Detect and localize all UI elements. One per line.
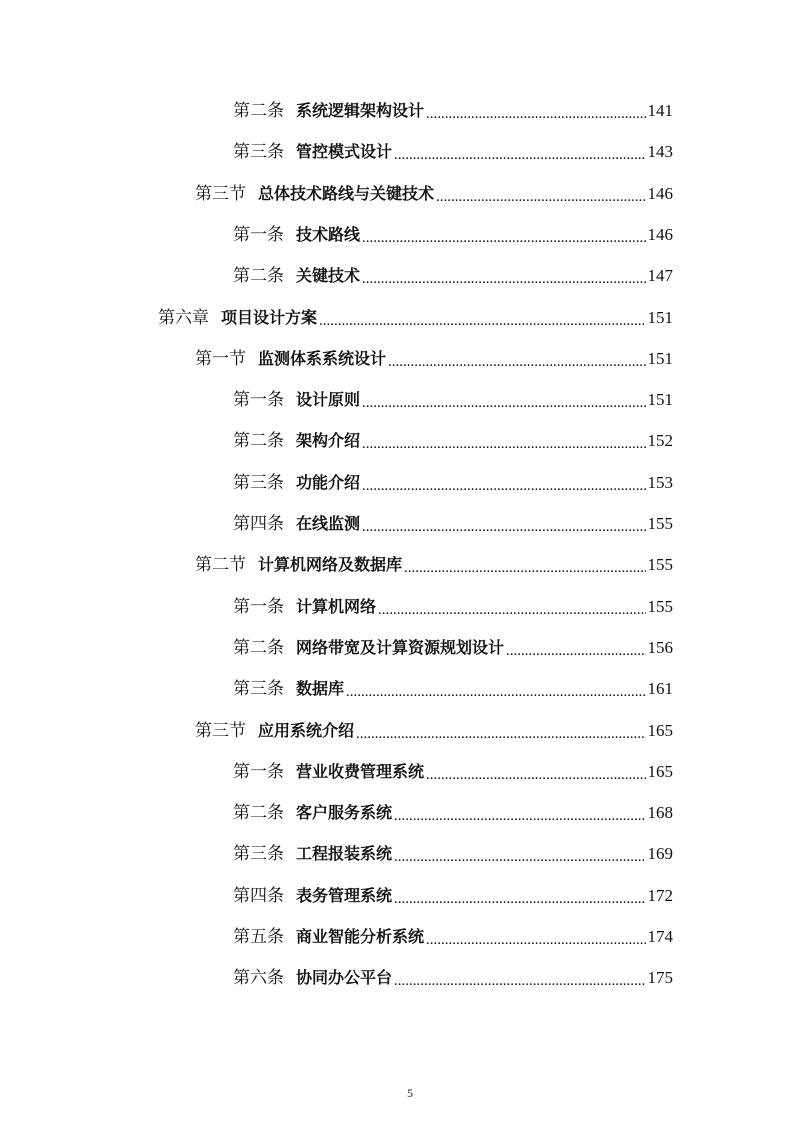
toc-entry-title: 功能介绍 (296, 473, 361, 492)
toc-dot-leader (404, 556, 645, 574)
toc-entry-page: 147 (647, 266, 673, 285)
toc-entry-number: 第三条 (233, 473, 284, 493)
toc-entry-title: 架构介绍 (296, 431, 361, 450)
toc-entry-page: 141 (647, 101, 673, 120)
toc-entry-title: 工程报装系统 (296, 844, 393, 863)
toc-entry-page: 155 (647, 597, 673, 616)
toc-entry-title: 营业收费管理系统 (296, 762, 425, 781)
toc-entry[interactable] (233, 131, 673, 163)
toc-entry-page: 165 (647, 762, 673, 781)
toc-entry[interactable] (195, 173, 673, 205)
toc-entry-number: 第三节 (195, 184, 246, 204)
toc-dot-leader (388, 350, 645, 368)
toc-entry[interactable] (233, 586, 673, 618)
toc-entry[interactable] (233, 462, 673, 494)
toc-entry-page: 151 (647, 308, 673, 327)
toc-entry[interactable] (195, 338, 673, 370)
toc-entry-title: 客户服务系统 (296, 803, 393, 822)
toc-entry-page: 152 (647, 431, 673, 450)
toc-entry-page: 168 (647, 803, 673, 822)
toc-entry[interactable] (195, 710, 673, 742)
toc-entry-page: 155 (647, 514, 673, 533)
toc-entry-number: 第五条 (233, 927, 284, 947)
toc-entry-number: 第一条 (233, 762, 284, 782)
toc-dot-leader (506, 639, 645, 657)
toc-entry-title: 管控模式设计 (296, 142, 393, 161)
toc-entry-number: 第二条 (233, 803, 284, 823)
toc-entry-page: 146 (647, 225, 673, 244)
toc-entry-page: 172 (647, 886, 673, 905)
toc-entry-title: 计算机网络及数据库 (258, 555, 403, 574)
toc-dot-leader (346, 680, 645, 698)
toc-entry-number: 第三条 (233, 142, 284, 162)
toc-entry-title: 计算机网络 (296, 597, 377, 616)
toc-entry-title: 设计原则 (296, 390, 361, 409)
toc-entry-number: 第四条 (233, 514, 284, 534)
toc-dot-leader (394, 143, 645, 161)
toc-dot-leader (426, 928, 645, 946)
toc-entry[interactable] (233, 833, 673, 865)
toc-dot-leader (362, 432, 645, 450)
toc-entry[interactable] (233, 875, 673, 907)
toc-entry-title: 监测体系系统设计 (258, 349, 387, 368)
toc-entry-number: 第二条 (233, 638, 284, 658)
toc-dot-leader (362, 226, 645, 244)
toc-entry-page: 151 (647, 390, 673, 409)
toc-entry-number: 第六条 (233, 968, 284, 988)
toc-dot-leader (378, 598, 645, 616)
toc-entry[interactable] (233, 792, 673, 824)
toc-entry-number: 第二节 (195, 555, 246, 575)
toc-entry-number: 第二条 (233, 266, 284, 286)
toc-dot-leader (362, 391, 645, 409)
toc-entry-title: 关键技术 (296, 266, 361, 285)
toc-dot-leader (436, 185, 645, 203)
toc-dot-leader (356, 722, 645, 740)
toc-entry-page: 165 (647, 721, 673, 740)
toc-entry[interactable] (233, 957, 673, 989)
toc-entry-title: 商业智能分析系统 (296, 927, 425, 946)
toc-dot-leader (362, 474, 645, 492)
toc-entry[interactable] (233, 627, 673, 659)
toc-entry-number: 第二条 (233, 101, 284, 121)
toc-entry[interactable] (233, 503, 673, 535)
toc-entry-title: 系统逻辑架构设计 (296, 101, 425, 120)
toc-entry-page: 175 (647, 968, 673, 987)
toc-entry-title: 表务管理系统 (296, 886, 393, 905)
toc-dot-leader (362, 515, 645, 533)
toc-entry-page: 146 (647, 184, 673, 203)
toc-entry-title: 协同办公平台 (296, 968, 393, 987)
toc-entry[interactable] (233, 90, 673, 122)
toc-entry-title: 总体技术路线与关键技术 (258, 184, 435, 203)
toc-entry-page: 169 (647, 844, 673, 863)
toc-entry-page: 161 (647, 679, 673, 698)
toc-entry-number: 第三条 (233, 844, 284, 864)
toc-entry-number: 第三条 (233, 679, 284, 699)
toc-dot-leader (319, 309, 645, 327)
page-number: 5 (407, 1086, 413, 1100)
toc-entry[interactable] (233, 668, 673, 700)
toc-entry-number: 第六章 (158, 308, 209, 328)
toc-entry-number: 第三节 (195, 721, 246, 741)
toc-entry-number: 第一条 (233, 597, 284, 617)
toc-entry-page: 143 (647, 142, 673, 161)
toc-entry-page: 156 (647, 638, 673, 657)
toc-entry[interactable] (233, 751, 673, 783)
toc-entry-page: 153 (647, 473, 673, 492)
toc-entry-title: 在线监测 (296, 514, 361, 533)
toc-dot-leader (426, 763, 645, 781)
toc-entry[interactable] (233, 214, 673, 246)
toc-entry-page: 155 (647, 555, 673, 574)
toc-entry-page: 174 (647, 927, 673, 946)
toc-entry-number: 第一条 (233, 390, 284, 410)
toc-entry[interactable] (233, 420, 673, 452)
toc-entry-title: 网络带宽及计算资源规划设计 (296, 638, 505, 657)
toc-entry[interactable] (195, 544, 673, 576)
toc-dot-leader (394, 887, 645, 905)
toc-dot-leader (394, 969, 645, 987)
toc-entry-page: 151 (647, 349, 673, 368)
toc-entry-title: 技术路线 (296, 225, 361, 244)
toc-entry-number: 第一节 (195, 349, 246, 369)
toc-entry-number: 第二条 (233, 431, 284, 451)
toc-dot-leader (394, 804, 645, 822)
toc-entry[interactable] (233, 379, 673, 411)
toc-entry[interactable] (233, 255, 673, 287)
toc-dot-leader (426, 102, 645, 120)
toc-entry-number: 第一条 (233, 225, 284, 245)
toc-entry-title: 应用系统介绍 (258, 721, 355, 740)
toc-entry-title: 数据库 (296, 679, 345, 698)
toc-entry-title: 项目设计方案 (221, 308, 318, 327)
toc-entry[interactable] (158, 297, 673, 329)
toc-dot-leader (394, 845, 645, 863)
toc-dot-leader (362, 267, 645, 285)
toc-entry-number: 第四条 (233, 886, 284, 906)
toc-entry[interactable] (233, 916, 673, 948)
